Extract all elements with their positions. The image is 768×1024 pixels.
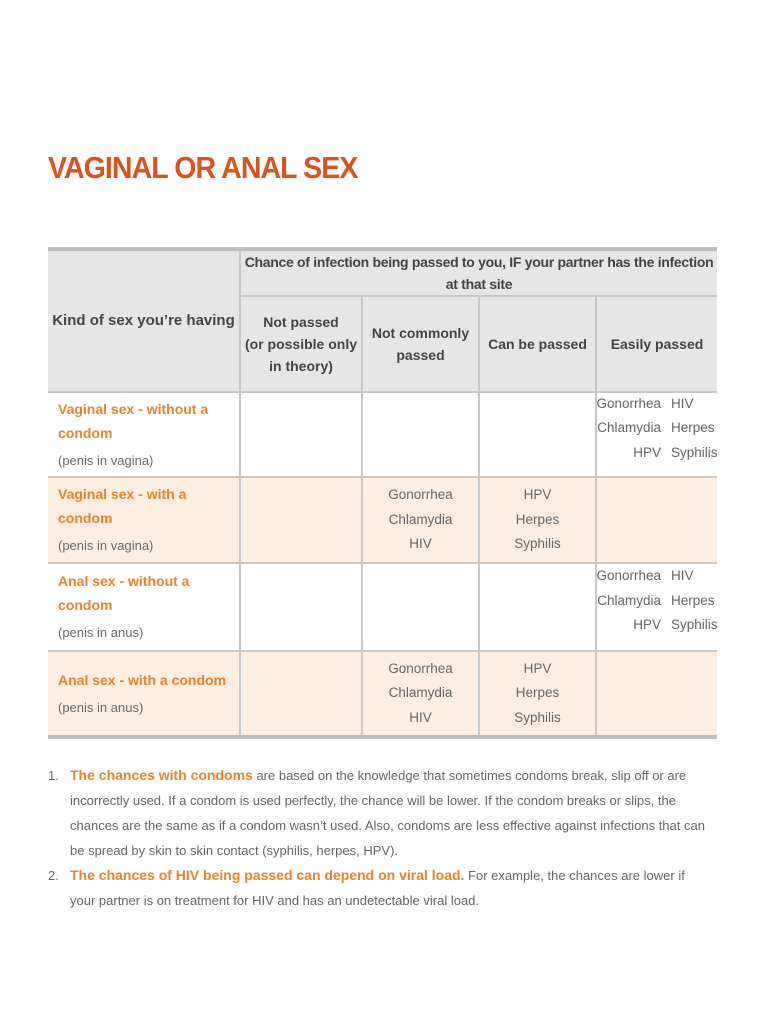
infection-name: HIV (671, 395, 694, 411)
kind-of-sex-description: (penis in vagina) (58, 538, 154, 553)
kind-of-sex-label: Anal sex - with a condom (58, 671, 227, 688)
infection-name: HIV (409, 536, 432, 552)
infection-name: Herpes (671, 420, 715, 436)
infection-name: Syphilis (671, 617, 718, 633)
infection-name: HPV (523, 660, 552, 676)
footnote-text: For example, the chances are lower if your partner is on treatment for HIV and has an undetectable viral load. (70, 868, 685, 908)
not-commonly-passed-cell (362, 477, 479, 563)
infection-name: HPV (633, 617, 662, 633)
kind-of-sex-description: (penis in vagina) (58, 452, 154, 468)
infection-name: Gonorrhea (388, 660, 453, 676)
can-be-passed-cell (479, 477, 596, 563)
infection-name: Chlamydia (388, 685, 453, 701)
infection-name: Syphilis (514, 709, 561, 725)
not-commonly-passed-cell (362, 392, 479, 477)
footnote (48, 863, 708, 913)
infection-name: HPV (523, 487, 552, 503)
footnote-number: 2. (48, 868, 59, 883)
not-passed-cell (240, 651, 362, 735)
infection-name: HIV (409, 709, 432, 725)
kind-of-sex-label: Anal sex - without a condom (58, 573, 190, 613)
footnote-number: 1. (48, 768, 59, 783)
can-be-passed-cell (479, 651, 596, 735)
footnote-text: are based on the knowledge that sometimes condoms break, slip off or are incorrectly used. If a condom is used perfectly, the chance will be lower. If the condom breaks or slips, the chances are the same as if a condom wasn’t used. Also, condoms are less effective against infections that can be spread by skin to skin contact (syphilis, herpes, HPV). (70, 768, 705, 858)
infection-name: Chlamydia (597, 592, 662, 608)
kind-of-sex-description: (penis in anus) (58, 625, 144, 640)
footnote-highlight: The chances of HIV being passed can depend on viral load. (70, 867, 465, 883)
not-passed-cell (240, 392, 362, 477)
can-be-passed-cell (479, 563, 596, 651)
chance-header: Chance of infection being passed to you, IF your partner has the infection at that site (240, 251, 717, 296)
infection-name: HPV (633, 444, 662, 460)
kind-cell (48, 477, 240, 563)
infection-grid (597, 564, 717, 638)
not-passed-cell (240, 477, 362, 563)
kind-of-sex-label: Vaginal sex - without a condom (58, 400, 209, 441)
easily-passed-cell (596, 651, 717, 735)
footnote (48, 763, 708, 863)
not-commonly-passed-header: Not commonly passed (362, 296, 479, 392)
page-title: VAGINAL OR ANAL SEX (48, 150, 358, 185)
easily-passed-cell (596, 392, 717, 477)
footnotes (48, 763, 708, 913)
infection-name: Chlamydia (388, 511, 453, 527)
table-row (48, 477, 717, 563)
infection-name: Herpes (515, 511, 560, 527)
table-row (48, 392, 717, 477)
infection-name: Gonorrhea (596, 568, 662, 584)
infection-chance-table-wrapper (48, 247, 717, 739)
can-be-passed-header: Can be passed (479, 296, 596, 392)
infection-chance-table (48, 251, 717, 735)
kind-of-sex-header: Kind of sex you’re having (48, 251, 240, 392)
kind-cell (48, 651, 240, 735)
easily-passed-cell (596, 477, 717, 563)
kind-of-sex-label: Vaginal sex - with a condom (58, 486, 187, 526)
infection-name: Syphilis (671, 444, 718, 460)
infection-name: Gonorrhea (388, 487, 453, 503)
infection-name: Syphilis (514, 536, 561, 552)
infection-name: HIV (671, 568, 694, 584)
footnote-highlight: The chances with condoms (70, 767, 253, 783)
kind-cell (48, 392, 240, 477)
infection-name: Chlamydia (597, 420, 662, 436)
not-commonly-passed-cell (362, 563, 479, 651)
table-row (48, 651, 717, 735)
infection-grid (597, 392, 717, 466)
easily-passed-cell (596, 563, 717, 651)
infection-name: Herpes (671, 592, 715, 608)
infection-name: Herpes (515, 685, 560, 701)
easily-passed-header: Easily passed (596, 296, 717, 392)
kind-cell (48, 563, 240, 651)
kind-of-sex-description: (penis in anus) (58, 699, 144, 715)
can-be-passed-cell (479, 392, 596, 477)
not-passed-cell (240, 563, 362, 651)
table-row (48, 563, 717, 651)
infection-name: Gonorrhea (596, 395, 662, 411)
not-passed-header: Not passed (or possible only in theory) (240, 296, 362, 392)
not-commonly-passed-cell (362, 651, 479, 735)
